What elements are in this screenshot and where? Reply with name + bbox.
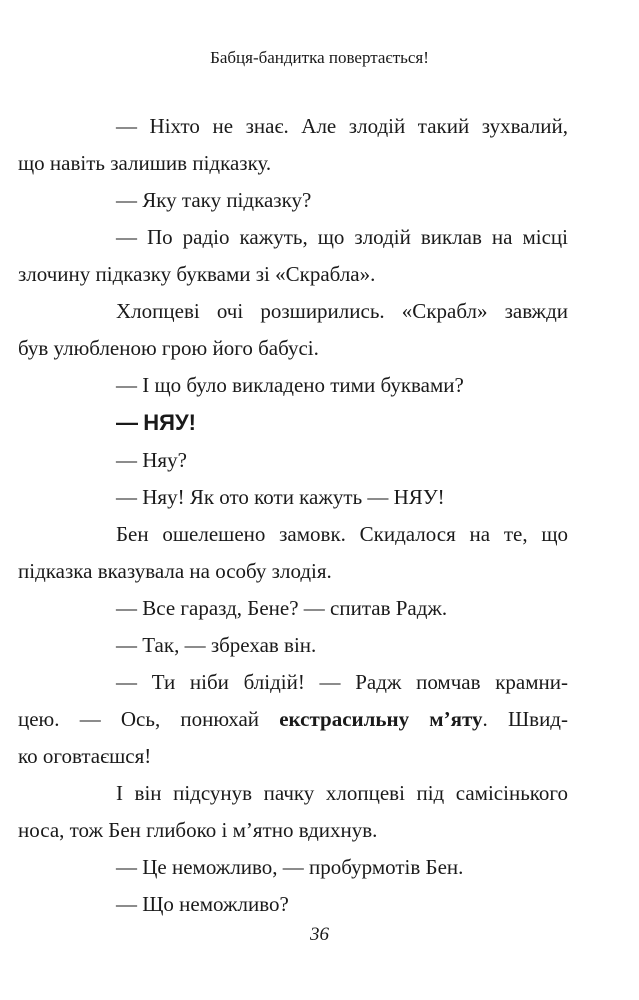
text-line: — Що неможливо? — [116, 892, 289, 916]
text-fragment: . Швид- — [482, 707, 568, 731]
text-line: підказка вказувала на особу злодія. — [18, 559, 332, 583]
page-number: 36 — [310, 924, 329, 945]
text-line: Хлопцеві очі розширились. «Скрабл» завжди — [116, 299, 568, 323]
running-head: Бабця-бандитка повертається! — [210, 48, 429, 67]
text-line: — Яку таку підказку? — [116, 188, 312, 212]
shout-dash: — — [116, 410, 138, 435]
bold-phrase: екстрасильну м’яту — [279, 707, 483, 731]
text-line: — І що було викладено тими буквами? — [116, 373, 464, 397]
text-line: — Няу? — [116, 448, 187, 472]
text-line: носа, тож Бен глибоко і м’ятно вдихнув. — [18, 818, 378, 842]
text-line: — Ніхто не знає. Але злодій такий зухвалий, — [116, 114, 568, 138]
text-line: — Це неможливо, — пробурмотів Бен. — [116, 855, 464, 879]
text-line: що навіть залишив підказку. — [18, 151, 272, 175]
text-line: І він підсунув пачку хлопцеві під самісінького — [116, 781, 568, 805]
text-line: — По радіо кажуть, що злодій виклав на місці — [116, 225, 568, 249]
shout-word: НЯУ! — [143, 410, 196, 435]
text-line: — Так, — збрехав він. — [116, 633, 317, 657]
text-fragment: цею. — Ось, понюхай — [18, 707, 280, 731]
text-line: був улюбленою грою його бабусі. — [18, 336, 319, 360]
text-line: — Все гаразд, Бене? — спитав Радж. — [116, 596, 448, 620]
text-line: — Няу! Як ото коти кажуть — НЯУ! — [116, 485, 445, 509]
text-line: злочину підказку буквами зі «Скрабла». — [18, 262, 376, 286]
page-body — [18, 108, 568, 923]
text-line: — Ти ніби блідій! — Радж помчав крамни- — [116, 670, 568, 694]
text-line: Бен ошелешено замовк. Скидалося на те, що — [116, 522, 568, 546]
text-line — [18, 701, 568, 738]
text-line — [116, 404, 568, 442]
text-line: ко оговтаєшся! — [18, 744, 152, 768]
